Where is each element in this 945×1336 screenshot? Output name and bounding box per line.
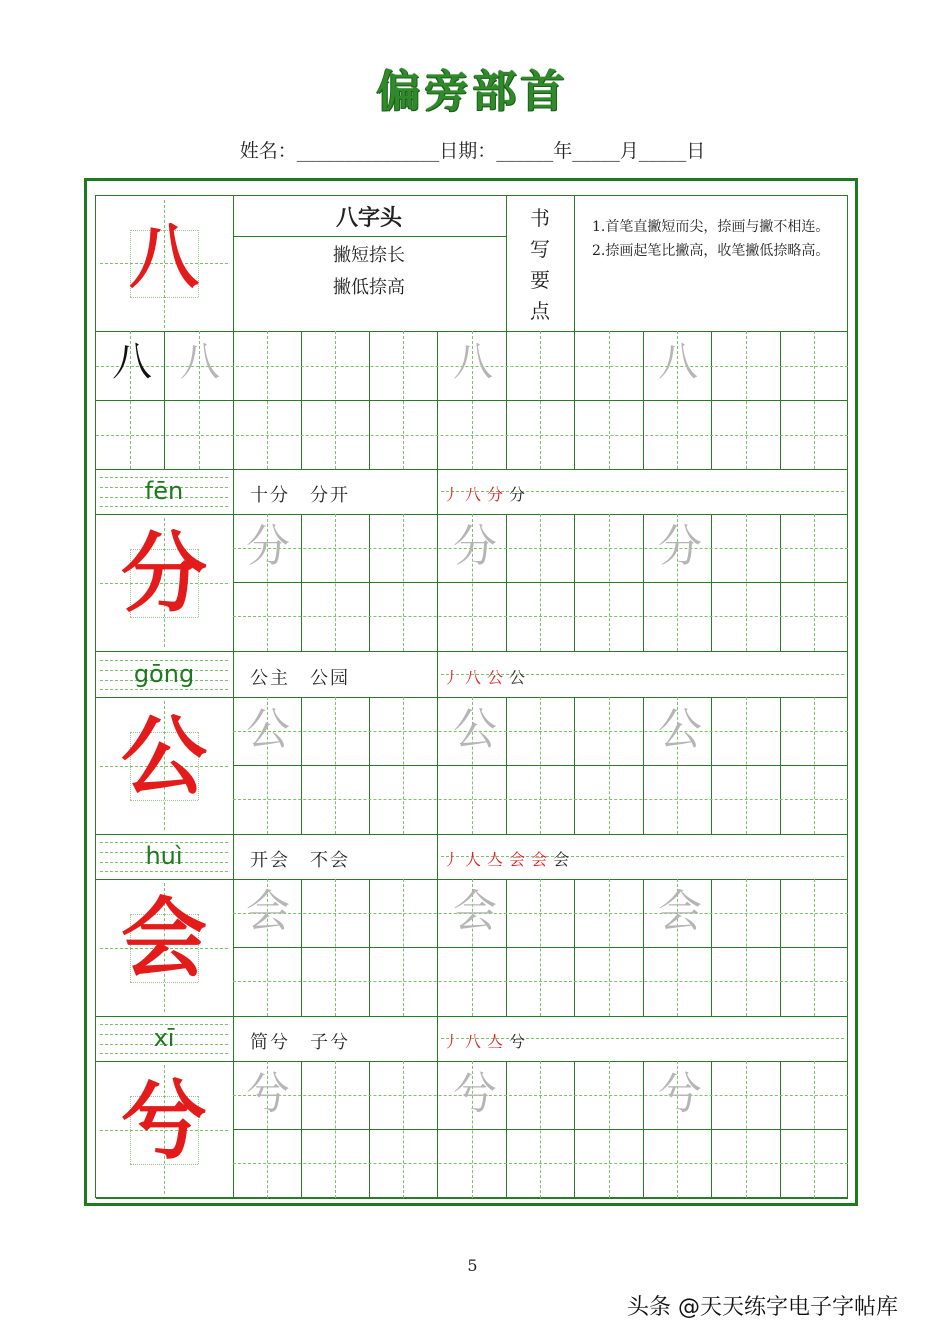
stroke-step: 公 xyxy=(487,668,510,687)
key-points-label-char: 点 xyxy=(530,299,550,323)
guide-line xyxy=(746,331,747,469)
grid-line xyxy=(574,697,575,834)
key-points-label-char: 要 xyxy=(530,268,550,292)
stroke-step: 分 xyxy=(487,485,510,504)
grid-line xyxy=(711,879,712,1016)
guide-line xyxy=(403,331,404,469)
model-character: 公 xyxy=(121,707,207,807)
guide-line xyxy=(746,879,747,1016)
year-label: 年 xyxy=(553,140,573,162)
radical-practice-trace: 八 xyxy=(180,339,220,385)
trace-character: 分 xyxy=(453,521,497,572)
grid-line xyxy=(96,469,848,470)
grid-line xyxy=(233,834,234,1016)
grid-line xyxy=(369,514,370,651)
grid-line xyxy=(437,834,438,879)
radical-practice-black: 八 xyxy=(112,339,152,385)
key-points-label-char: 写 xyxy=(530,237,550,261)
guide-line xyxy=(267,331,268,469)
grid-line xyxy=(233,469,234,651)
trace-character: 分 xyxy=(658,521,702,572)
guide-line xyxy=(233,799,848,800)
grid-line xyxy=(711,331,712,469)
guide-line xyxy=(335,1061,336,1198)
grid-line xyxy=(369,331,370,469)
grid-line xyxy=(574,1061,575,1198)
grid-line xyxy=(96,651,848,652)
grid-line xyxy=(643,879,644,1016)
grid-line xyxy=(301,1061,302,1198)
guide-line xyxy=(609,879,610,1016)
grid-line xyxy=(643,331,644,469)
stroke-step: 人 xyxy=(465,850,488,869)
stroke-step: 八 xyxy=(465,485,488,504)
grid-line xyxy=(643,1061,644,1198)
guide-line xyxy=(100,689,228,690)
guide-line xyxy=(814,879,815,1016)
model-character: 会 xyxy=(121,889,207,989)
guide-line xyxy=(540,514,541,651)
grid-line xyxy=(643,697,644,834)
grid-line xyxy=(780,697,781,834)
example-words: 简兮 子兮 xyxy=(250,1032,350,1053)
grid-line xyxy=(369,697,370,834)
trace-character: 公 xyxy=(453,704,497,755)
guide-line xyxy=(609,331,610,469)
grid-line xyxy=(506,331,507,469)
key-point-item: 2.捺画起笔比撇高，收笔撇低捺略高。 xyxy=(592,243,830,259)
grid-line xyxy=(506,514,507,651)
guide-line xyxy=(609,1061,610,1198)
grid-line xyxy=(437,514,438,651)
radical-mnemonic-2: 撇低捺高 xyxy=(333,277,405,298)
trace-character: 分 xyxy=(246,521,290,572)
radical-char: 八 xyxy=(129,216,199,298)
guide-line xyxy=(233,731,848,732)
stroke-order xyxy=(443,482,531,505)
radical-practice-trace: 八 xyxy=(453,339,493,385)
radical-mnemonic-1: 撇短捺长 xyxy=(333,245,405,266)
trace-character: 兮 xyxy=(453,1068,497,1119)
guide-line xyxy=(540,879,541,1016)
trace-character: 公 xyxy=(246,704,290,755)
stroke-step: 兮 xyxy=(509,1032,532,1051)
grid-line xyxy=(369,879,370,1016)
model-character: 分 xyxy=(121,524,207,624)
grid-line xyxy=(780,879,781,1016)
grid-line xyxy=(301,697,302,834)
grid-line xyxy=(780,331,781,469)
guide-line xyxy=(540,331,541,469)
grid-line xyxy=(711,514,712,651)
stroke-step: 会 xyxy=(531,850,554,869)
guide-line xyxy=(233,548,848,549)
guide-line xyxy=(746,514,747,651)
key-points xyxy=(592,215,834,263)
grid-line xyxy=(96,1198,848,1199)
month-blank: _____ xyxy=(572,140,620,162)
guide-line xyxy=(335,514,336,651)
grid-line xyxy=(574,331,575,469)
grid-line xyxy=(437,469,438,514)
key-points-label-char: 书 xyxy=(530,206,550,230)
pinyin: fēn xyxy=(144,477,184,505)
key-point-item: 1.首笔直撇短而尖，捺画与撇不相连。 xyxy=(592,219,830,235)
grid-line xyxy=(574,196,575,331)
pinyin: huì xyxy=(145,842,183,870)
grid-line xyxy=(506,879,507,1016)
grid-line xyxy=(711,697,712,834)
name-blank: _______________ xyxy=(296,140,440,162)
guide-line xyxy=(233,616,848,617)
stroke-step: 亼 xyxy=(487,1032,510,1051)
stroke-step: 亼 xyxy=(487,850,510,869)
guide-line xyxy=(233,1163,848,1164)
grid-line xyxy=(233,652,234,834)
grid-line xyxy=(574,514,575,651)
month-label: 月 xyxy=(619,140,639,162)
guide-line xyxy=(100,506,228,507)
stroke-order xyxy=(443,665,531,688)
grid-line xyxy=(437,1016,438,1061)
day-label: 日 xyxy=(686,140,706,162)
guide-line xyxy=(403,879,404,1016)
trace-character: 公 xyxy=(658,704,702,755)
stroke-order xyxy=(443,1029,531,1052)
guide-line xyxy=(335,331,336,469)
pinyin: gōng xyxy=(133,660,195,688)
grid-line xyxy=(369,1061,370,1198)
radical-practice-trace: 八 xyxy=(658,339,698,385)
day-blank: _____ xyxy=(638,140,687,162)
date-label: 日期： xyxy=(439,140,497,162)
guide-line xyxy=(609,514,610,651)
guide-line xyxy=(814,514,815,651)
grid-line xyxy=(574,879,575,1016)
stroke-step: 公 xyxy=(509,668,532,687)
grid-line xyxy=(506,1061,507,1198)
trace-character: 会 xyxy=(453,886,497,937)
year-blank: ______ xyxy=(496,140,554,162)
trace-character: 会 xyxy=(658,886,702,937)
grid-line xyxy=(301,514,302,651)
trace-character: 会 xyxy=(246,886,290,937)
grid-line xyxy=(506,196,507,331)
guide-line xyxy=(100,1053,228,1054)
stroke-step: 八 xyxy=(465,668,488,687)
grid-line xyxy=(643,514,644,651)
guide-line xyxy=(335,697,336,834)
guide-line xyxy=(814,1061,815,1198)
stroke-step: 丿 xyxy=(443,1032,466,1051)
example-words: 公主 公园 xyxy=(250,668,350,689)
stroke-step: 丿 xyxy=(443,850,466,869)
grid-line xyxy=(233,1016,234,1198)
example-words: 十分 分开 xyxy=(250,485,350,506)
stroke-step: 会 xyxy=(553,850,576,869)
grid-line xyxy=(780,514,781,651)
stroke-step: 丿 xyxy=(443,668,466,687)
trace-character: 兮 xyxy=(246,1068,290,1119)
guide-line xyxy=(746,697,747,834)
guide-line xyxy=(403,514,404,651)
guide-line xyxy=(540,697,541,834)
grid-line xyxy=(233,236,506,237)
trace-character: 兮 xyxy=(658,1068,702,1119)
guide-line xyxy=(746,1061,747,1198)
guide-line xyxy=(609,697,610,834)
page-title: 偏旁部首 xyxy=(376,66,569,117)
grid-line xyxy=(437,697,438,834)
guide-line xyxy=(814,331,815,469)
grid-line xyxy=(96,1016,848,1017)
guide-line xyxy=(100,871,228,872)
student-info-line xyxy=(0,136,945,163)
grid-line xyxy=(506,697,507,834)
guide-line xyxy=(233,981,848,982)
stroke-step: 分 xyxy=(509,485,532,504)
name-label: 姓名： xyxy=(239,140,297,162)
watermark: 头条 @天天练字电子字帖库 xyxy=(627,1295,898,1320)
example-words: 开会 不会 xyxy=(250,850,350,871)
guide-line xyxy=(233,913,848,914)
model-character: 兮 xyxy=(121,1071,207,1171)
grid-line xyxy=(301,331,302,469)
guide-line xyxy=(403,697,404,834)
guide-line xyxy=(540,1061,541,1198)
guide-line xyxy=(403,1061,404,1198)
grid-line xyxy=(437,331,438,469)
pinyin: xī xyxy=(153,1024,175,1052)
guide-line xyxy=(814,697,815,834)
grid-line xyxy=(96,834,848,835)
grid-line xyxy=(233,331,234,469)
radical-name: 八字头 xyxy=(335,205,402,231)
stroke-step: 丿 xyxy=(443,485,466,504)
stroke-step: 八 xyxy=(465,1032,488,1051)
grid-line xyxy=(437,1061,438,1198)
grid-line xyxy=(437,652,438,697)
grid-line xyxy=(164,331,165,469)
key-points-label xyxy=(520,203,560,327)
grid-line xyxy=(437,879,438,1016)
guide-line xyxy=(96,435,848,436)
guide-line xyxy=(335,879,336,1016)
stroke-order xyxy=(443,847,575,870)
grid-line xyxy=(711,1061,712,1198)
grid-line xyxy=(780,1061,781,1198)
stroke-step: 会 xyxy=(509,850,532,869)
grid-line xyxy=(301,879,302,1016)
page-number: 5 xyxy=(467,1256,478,1275)
guide-line xyxy=(233,1095,848,1096)
